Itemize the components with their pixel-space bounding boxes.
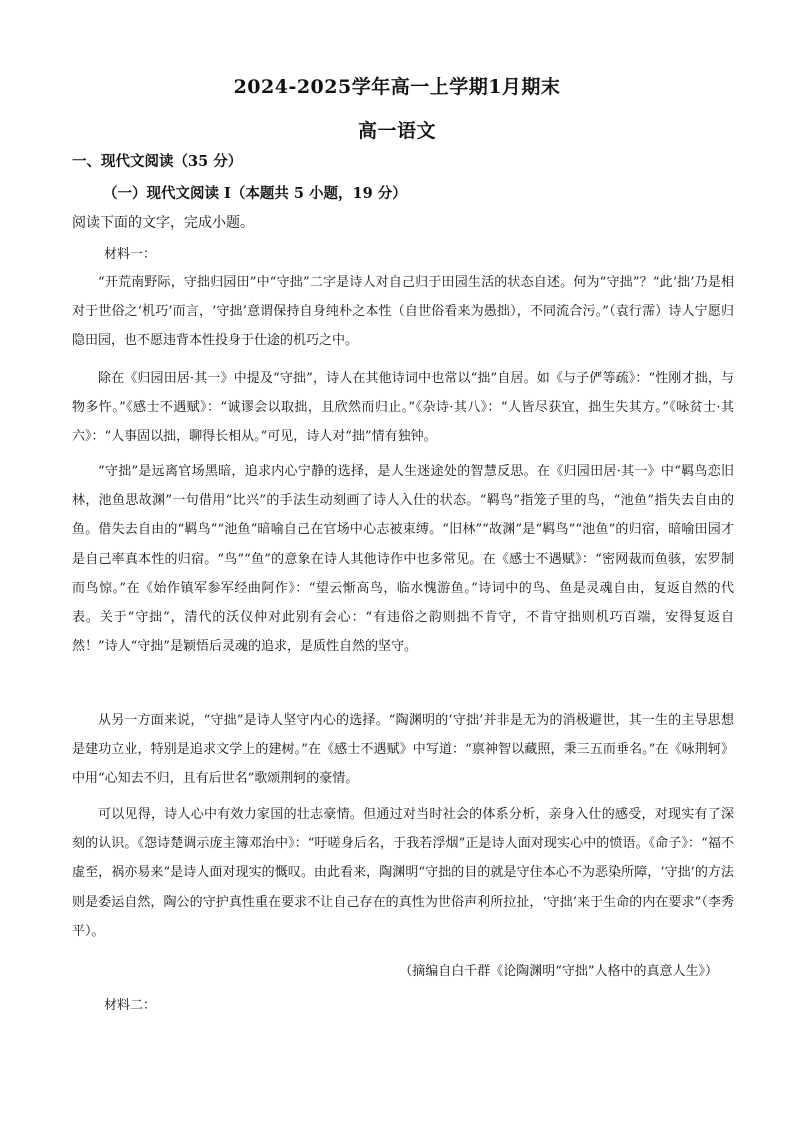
material-two-label: 材料二： xyxy=(104,998,157,1013)
paragraph-2: 除在《归园田居·其一》中提及“守拙”，诗人在其他诗词中也常以“拙”自居。如《与子俨等疏》：“性刚才拙，与物多忤。”《感士不遇赋》：“诚谬会以取拙，且欣然而归止。”《杂诗·其八》：“人皆尽获宜，拙生失其方。”《咏贫士·其六》：“人事固以拙，聊得长相从。”可见，诗人对“拙”情有独钟。 xyxy=(72,371,734,445)
exam-title: 2024-2025学年高一上学期1月期末 xyxy=(233,76,561,98)
subject-title: 高一语文 xyxy=(357,120,436,142)
material-one-label: 材料一： xyxy=(104,247,157,262)
paragraph-1: “开荒南野际，守拙归园田”中“守拙”二字是诗人对自己归于田园生活的状态自述。何为“守拙”？“此‘拙’乃是相对于世俗之‘机巧’而言，‘守拙’意谓保持自身纯朴之本性（自世俗看来为愚拙），不同流合污。”（袁行霈）诗人宁愿归隐田园，也不愿违背本性投身于仕途的机巧之中。 xyxy=(72,275,734,349)
reading-instruction: 阅读下面的文字，完成小题。 xyxy=(72,215,254,231)
paragraph-4: 从另一方面来说，“守拙”是诗人坚守内心的选择。“陶渊明的‘守拙’并非是无为的消极避世，其一生的主导思想是建功立业，特别是追求文学上的建树。”在《感士不遇赋》中写道：“禀神智以藏照，秉三五而垂名。”在《咏荆轲》中用“心知去不归，且有后世名”歌颂荆轲的豪情。 xyxy=(72,713,734,787)
paragraph-5: 可以见得，诗人心中有效力家国的壮志豪情。但通过对当时社会的体系分析，亲身入仕的感受，对现实有了深刻的认识。《怨诗楚调示庞主簿邓治中》：“吁嗟身后名，于我若浮烟”正是诗人面对现实心中的愤语。《命子》：“福不虚至，祸亦易来”是诗人面对现实的慨叹。由此看来，陶渊明“守拙的目的就是守住本心不为恶染所障，‘守拙’的方法则是委运自然，陶公的守护真性重在要求不让自己存在的真性为世俗声利所拉扯，‘守拙’来于生命的内在要求”（李秀平）。 xyxy=(72,807,734,939)
source-citation: （摘编自白千群《论陶渊明“守拙”人格中的真意人生》） xyxy=(399,964,718,979)
paragraph-3: “守拙”是远离官场黑暗，追求内心宁静的选择，是人生迷途处的智慧反思。在《归园田居·其一》中“羁鸟恋旧林，池鱼思故渊”一句借用“比兴”的手法生动刻画了诗人入仕的状态。“羁鸟”指笼子里的鸟，“池鱼”指失去自由的鱼。借失去自由的“羁鸟”“池鱼”暗喻自己在官场中心志被束缚。“旧林”“故渊”是“羁鸟”“池鱼”的归宿，暗喻田园才是自己率真本性的归宿。“鸟”“鱼”的意象在诗人其他诗作中也多常见。在《感士不遇赋》：“密网裁而鱼骇，宏罗制而鸟惊。”在《始作镇军参军经曲阿作》：“望云惭高鸟，临水愧游鱼。”诗词中的鸟、鱼是灵魂自由，复返自然的代表。关于“守拙”，清代的沃仪仲对此别有会心：“有违俗之韵则拙不肯守，不肯守拙则机巧百端，安得复返自然！”诗人“守拙”是颖悟后灵魂的追求，是质性自然的坚守。 xyxy=(72,464,734,655)
section-heading: 一、现代文阅读（35 分） xyxy=(72,153,243,170)
subsection-heading: （一）现代文阅读 I（本题共 5 小题，19 分） xyxy=(103,185,407,202)
